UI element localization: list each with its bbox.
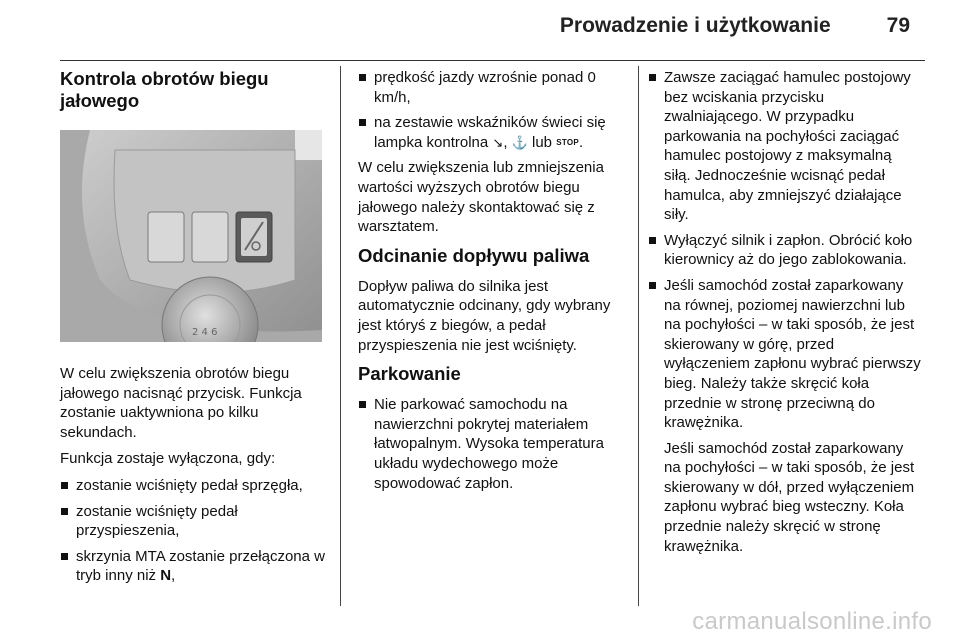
list-item: prędkość jazdy wzrośnie ponad 0 km/h, (358, 68, 626, 107)
service-paragraph: W celu zwiększenia lub zmniejszenia wartości wyższych obrotów biegu jałowego należy skontaktować się z warsztatem. (358, 159, 604, 236)
list-item-text: na zestawie wskaźników świeci się lampka kontrolna (374, 114, 606, 151)
watermark: carmanualsonline.info (692, 608, 932, 635)
wrench-warning-icon: ↘ (492, 134, 504, 150)
fuel-paragraph: Dopływ paliwa do silnika jest automatycznie odcinany, gdy wybrany jest któryś z biegów, a pedał przyspieszenia nie jest wciśnięty. (358, 277, 611, 354)
column-divider-1 (340, 66, 341, 606)
list-item: Jeśli samochód został zaparkowany na równej, poziomej nawierzchni lub na pochyłości – w taki sposób, że jest skierowany w górę, przed wyłączeniem zapłonu wybrać pierwszy bieg. Należy także skręcić koła przednie w stronę przeciwną do krawężnika. (648, 276, 922, 433)
page-title: Prowadzenie i użytkowanie (559, 14, 831, 37)
idle-paragraph-1: W celu zwiększenia obrotów biegu jałowego nacisnąć przycisk. Funkcja zostanie uaktywniona po kilku sekundach. (60, 365, 302, 441)
column-2 (358, 68, 626, 499)
section-heading-idle: Kontrola obrotów biegu jałowego (60, 68, 269, 111)
list-item-continuation: Jeśli samochód został zaparkowany na pochyłości – w taki sposób, że jest skierowany w dół, przed wyłączeniem zapłonu wybrać bieg wsteczny. Koła przednie należy skręcić w stronę krawężnika. (664, 439, 915, 555)
gear-n-label: N (160, 567, 172, 585)
list-item: zostanie wciśnięty pedał przyspieszenia, (60, 502, 328, 541)
section-heading-fuel: Odcinanie dopływu paliwa (358, 244, 590, 266)
console-illustration (60, 130, 322, 342)
list-item: Wyłączyć silnik i zapłon. Obrócić koło kierownicy aż do jego zablokowania. (648, 231, 922, 270)
list-item-punct: , (171, 567, 176, 585)
list-item: Nie parkować samochodu na nawierzchni pokrytej materiałem łatwopalnym. Wysoka temperatura układu wydechowego może spowodować zapłon. (358, 395, 626, 493)
header-rule (60, 60, 925, 61)
page-header (560, 14, 910, 38)
list-item-text: skrzynia MTA zostanie przełączona w tryb inny niż (76, 547, 325, 585)
svg-text:2 4 6: 2 4 6 (192, 327, 218, 338)
separator-or: lub (527, 133, 557, 151)
battery-warning-icon: ⚓ (511, 134, 528, 150)
stop-icon: STOP (556, 137, 580, 147)
idle-paragraph-2: Funkcja zostaje wyłączona, gdy: (60, 450, 276, 468)
column-1 (60, 68, 328, 592)
list-item (60, 547, 328, 586)
list-item (358, 113, 626, 152)
page-number: 79 (886, 14, 910, 37)
list-item-punct: . (579, 133, 584, 151)
section-heading-parking: Parkowanie (358, 363, 461, 385)
column-divider-2 (638, 66, 639, 606)
separator: , (503, 133, 512, 151)
list-item: Zawsze zaciągać hamulec postojowy bez wciskania przycisku zwalniającego. W przypadku parkowania na pochyłości zaciągać hamulec postojowy z maksymalną siłą. Jednocześnie wcisnąć pedał hamulca, aby zmniejszyć działające siły. (648, 68, 922, 225)
list-item: zostanie wciśnięty pedał sprzęgła, (60, 476, 328, 496)
column-3 (648, 68, 922, 562)
idle-control-photo (60, 130, 322, 342)
